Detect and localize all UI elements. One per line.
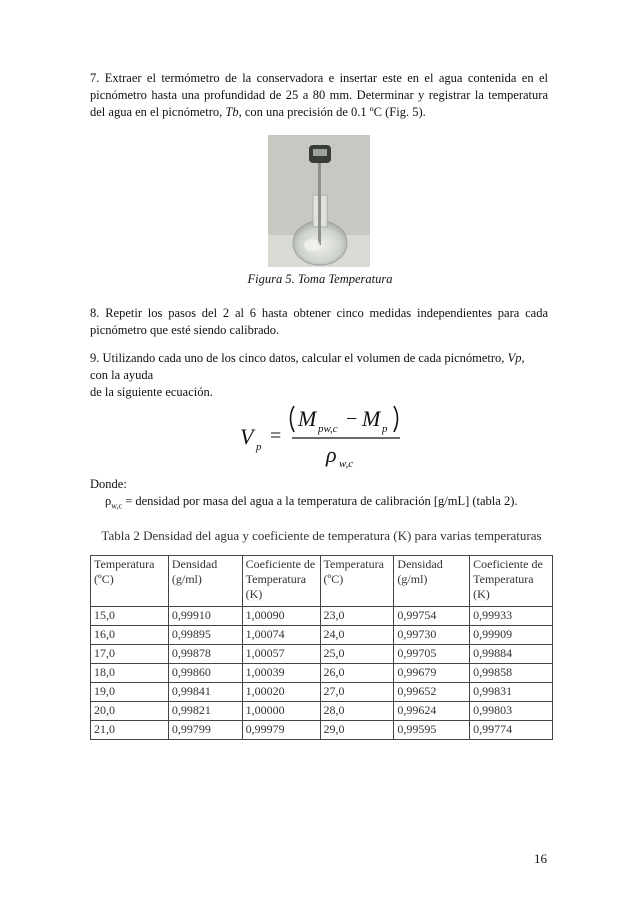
figure-caption: Figura 5. Toma Temperatura bbox=[247, 272, 393, 286]
table-cell: 15,0 bbox=[91, 607, 169, 626]
table-header-cell: Densidad (g/ml) bbox=[394, 556, 470, 607]
density-table bbox=[90, 555, 553, 740]
table-header-cell: Coeficiente de Temperatura (K) bbox=[242, 556, 320, 607]
rho-symbol: ρ bbox=[105, 494, 112, 508]
table-row bbox=[91, 702, 553, 721]
table-cell: 0,99705 bbox=[394, 645, 470, 664]
table-cell: 0,99624 bbox=[394, 702, 470, 721]
table-cell: 0,99774 bbox=[470, 721, 553, 740]
table-row bbox=[91, 721, 553, 740]
eq-den-sub: w,c bbox=[339, 458, 354, 470]
volume-equation bbox=[238, 400, 408, 470]
table-cell: 17,0 bbox=[91, 645, 169, 664]
table-cell: 0,99841 bbox=[168, 683, 242, 702]
table-cell: 1,00000 bbox=[242, 702, 320, 721]
paragraph-7: 7. Extraer el termómetro de la conservadora e insertar este en el agua contenida en el picnómetro hasta una profundidad de 25 a 80 mm. Determinar y registrar la temperatura del agua en el picnómetro, Tb, con una precisión de 0.1 ºC (Fig. 5). bbox=[90, 71, 548, 119]
thermometer-flask-image bbox=[268, 135, 370, 267]
page-number: 16 bbox=[534, 851, 547, 866]
table-header-row bbox=[91, 556, 553, 607]
table-row bbox=[91, 607, 553, 626]
table-cell: 27,0 bbox=[320, 683, 394, 702]
eq-left-paren bbox=[291, 406, 295, 432]
table-cell: 23,0 bbox=[320, 607, 394, 626]
eq-num-m2-sub: p bbox=[382, 423, 388, 435]
table-row bbox=[91, 683, 553, 702]
table-cell: 0,99730 bbox=[394, 626, 470, 645]
eq-lhs-sub: p bbox=[256, 441, 262, 453]
equation-graphic bbox=[238, 400, 408, 470]
figure-5-photo-thermometer bbox=[268, 135, 370, 267]
paragraph-9: 9. Utilizando cada uno de los cinco datos, calcular el volumen de cada picnómetro, Vp, con la ayuda de la siguiente ecuación. bbox=[90, 351, 525, 399]
table-header-cell: Temperatura (ºC) bbox=[320, 556, 394, 607]
table-cell: 19,0 bbox=[91, 683, 169, 702]
table-row bbox=[91, 645, 553, 664]
table-cell: 0,99595 bbox=[394, 721, 470, 740]
eq-num-m1-sub: pw,c bbox=[318, 423, 338, 435]
table-cell: 0,99831 bbox=[470, 683, 553, 702]
table-header-cell: Temperatura (ºC) bbox=[91, 556, 169, 607]
rho-sub: w,c bbox=[111, 501, 123, 511]
table-cell: 0,99652 bbox=[394, 683, 470, 702]
table-cell: 20,0 bbox=[91, 702, 169, 721]
table-cell: 0,99933 bbox=[470, 607, 553, 626]
table-cell: 1,00090 bbox=[242, 607, 320, 626]
eq-right-paren bbox=[394, 406, 398, 432]
table-cell: 0,99878 bbox=[168, 645, 242, 664]
donde-label: Donde: bbox=[90, 477, 127, 491]
table-caption: Tabla 2 Densidad del agua y coeficiente de temperatura (K) para varias temperaturas bbox=[101, 528, 542, 543]
table-cell: 0,99895 bbox=[168, 626, 242, 645]
variable-tb: Tb bbox=[225, 105, 239, 119]
table-header-cell: Coeficiente de Temperatura (K) bbox=[470, 556, 553, 607]
table-cell: 28,0 bbox=[320, 702, 394, 721]
rho-definition: $\rho_{w,c}$ = densidad por masa del agua a la temperatura de calibración [g/mL] (tabla 2). bbox=[105, 494, 518, 511]
table-cell: 0,99909 bbox=[470, 626, 553, 645]
table-row bbox=[91, 626, 553, 645]
table-cell: 0,99803 bbox=[470, 702, 553, 721]
table-cell: 0,99858 bbox=[470, 664, 553, 683]
table-cell: 1,00039 bbox=[242, 664, 320, 683]
table-cell: 25,0 bbox=[320, 645, 394, 664]
table-cell: 0,99754 bbox=[394, 607, 470, 626]
table-cell: 1,00020 bbox=[242, 683, 320, 702]
table-cell: 0,99884 bbox=[470, 645, 553, 664]
eq-num-m1: M bbox=[298, 406, 317, 431]
eq-equals: = bbox=[270, 425, 282, 447]
table-cell: 29,0 bbox=[320, 721, 394, 740]
paragraph-8: 8. Repetir los pasos del 2 al 6 hasta obtener cinco medidas independientes para cada picnómetro que esté siendo calibrado. bbox=[90, 306, 548, 337]
eq-den-rho: ρ bbox=[326, 442, 337, 467]
table-cell: 24,0 bbox=[320, 626, 394, 645]
table-cell: 0,99679 bbox=[394, 664, 470, 683]
table-cell: 0,99910 bbox=[168, 607, 242, 626]
variable-vp: Vp bbox=[507, 351, 522, 365]
eq-minus: − bbox=[346, 408, 358, 430]
table-cell: 21,0 bbox=[91, 721, 169, 740]
table-header-cell: Densidad (g/ml) bbox=[168, 556, 242, 607]
table-cell: 0,99860 bbox=[168, 664, 242, 683]
eq-lhs: V bbox=[240, 424, 254, 449]
table-cell: 1,00057 bbox=[242, 645, 320, 664]
table-cell: 1,00074 bbox=[242, 626, 320, 645]
table-cell: 0,99979 bbox=[242, 721, 320, 740]
eq-num-m2: M bbox=[362, 406, 381, 431]
table-cell: 16,0 bbox=[91, 626, 169, 645]
table-cell: 0,99799 bbox=[168, 721, 242, 740]
table-cell: 26,0 bbox=[320, 664, 394, 683]
table-row bbox=[91, 664, 553, 683]
table-cell: 18,0 bbox=[91, 664, 169, 683]
table-cell: 0,99821 bbox=[168, 702, 242, 721]
